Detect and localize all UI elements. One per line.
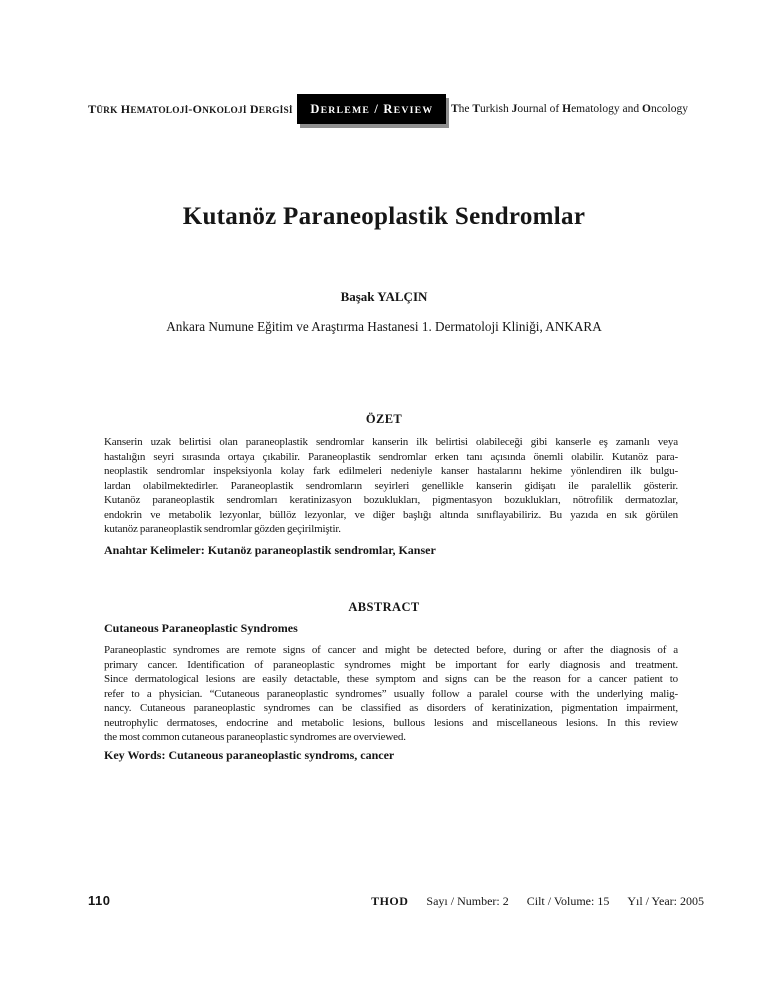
ozet-paragraph: [104, 435, 678, 537]
abstract-text-line: neutrophylic dermatoses, endocrine and metabolic lesions, bullous lesions and miscellaneous lesions. In this review: [104, 716, 678, 729]
page-number: 110: [88, 893, 111, 908]
footer-journal-abbr: THOD: [371, 894, 409, 908]
abstract-text-line: Paraneoplastic syndromes are remote signs of cancer and might be detected before, during or after the diagnosis of a: [104, 644, 678, 656]
page-header: [88, 94, 688, 124]
ozet-text-line: neoplastik sendromlar inspeksiyonla kolay fark edilmeleri nedeniyle kanser hastalarını hekime yönlendiren ilk bulgu-: [104, 465, 678, 477]
footer-volume: Cilt / Volume: 15: [526, 894, 610, 908]
page-footer: [88, 893, 704, 909]
footer-journal-info: [371, 894, 704, 909]
ozet-text-line: kutanöz paraneoplastik sendromlar gözden geçirilmiştir.: [104, 523, 341, 535]
abstract-text-line: primary cancer. Identification of paraneoplastic syndromes might be important for early diagnosis and treatment.: [104, 658, 678, 671]
abstract-heading: ABSTRACT: [348, 600, 420, 614]
abstract-keywords: Key Words: Cutaneous paraneoplastic syndroms, cancer: [104, 748, 395, 762]
journal-name-english: The Turkish Journal of Hematology and Oncology: [450, 103, 688, 115]
journal-name-turkish: TÜRK HEMATOLOJİ-ONKOLOJİ DERGİSİ: [88, 101, 293, 116]
footer-issue: Sayı / Number: 2: [426, 894, 509, 908]
footer-year: Yıl / Year: 2005: [627, 894, 704, 908]
ozet-text-line: endokrin ve metabolik lezyonlar, büllöz lezyonlar, ve diğer başlığı altında sınıflayabiliriz. Bu yazıda en sık görülen: [104, 508, 678, 521]
ozet-text-line: Kanserin uzak belirtisi olan paraneoplastik sendromlar kanserin ilk belirtisi olabileceği gibi kanserle eş zamanlı veya: [104, 436, 678, 448]
abstract-paragraph: [104, 643, 678, 745]
ozet-heading: ÖZET: [365, 412, 403, 426]
ozet-text-line: hastalığın seyri sırasında ortaya çıkabilir. Paraneoplastik sendromlar erken tanı açısında önemli olabilir. Kutanöz para-: [104, 450, 678, 463]
ozet-text-line: lardan olabilmektedirler. Paraneoplastik sendromların seyirleri genellikle kanserin gidişatı ile paralellik gösterir.: [104, 479, 678, 492]
abstract-text-line: nancy. Cutaneous paraneoplastic syndromes can be classified as disorders of keratinization, pigmentation impairment,: [104, 702, 678, 714]
article-type-badge: DERLEME / REVIEW: [297, 94, 446, 124]
abstract-subheading: Cutaneous Paraneoplastic Syndromes: [104, 621, 298, 635]
article-affiliation: Ankara Numune Eğitim ve Araştırma Hastanesi 1. Dermatoloji Kliniği, ANKARA: [166, 319, 602, 334]
article-author: Başak YALÇIN: [340, 289, 428, 304]
abstract-text-line: Since dermatological lesions are easily detactable, these symptom and signs can be the reason for a cancer patient to: [104, 673, 678, 685]
abstract-text-line: refer to a physician. “Cutaneous paraneoplastic syndromes” usually follow a paralel course with the underlying malig-: [104, 687, 678, 700]
abstract-text-line: the most common cutaneous paraneoplastic syndromes are overviewed.: [104, 731, 406, 743]
ozet-keywords: Anahtar Kelimeler: Kutanöz paraneoplastik sendromlar, Kanser: [104, 543, 436, 557]
article-title: Kutanöz Paraneoplastik Sendromlar: [182, 203, 586, 230]
ozet-text-line: Kutanöz paraneoplastik sendromları keratinizasyon bozuklukları, pigmentasyon bozuklukları, nötrofilik dermatozlar,: [104, 494, 678, 506]
